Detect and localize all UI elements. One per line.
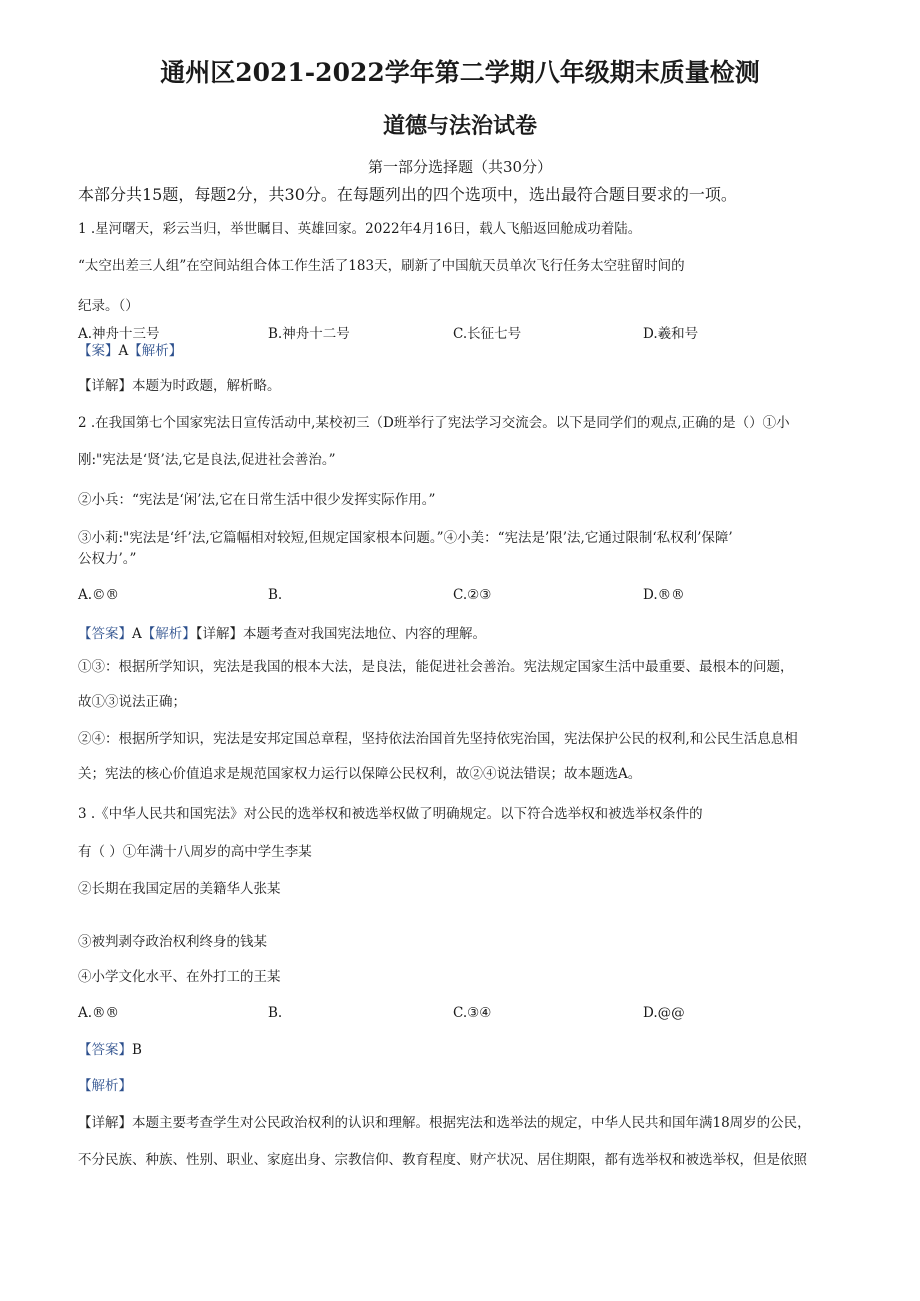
q2-stem-line5: 公权力’。” bbox=[78, 551, 137, 567]
q2-option-d: D.®® bbox=[643, 587, 685, 603]
q3-option-a: A.®® bbox=[78, 1005, 120, 1021]
q2-detail-tag: 【详解】 bbox=[195, 626, 243, 642]
q1-stem-line1: 1 .星河曙天，彩云当归，举世瞩目、英雄回家。2022年4月16日，载人飞船返回舱成功着陆。 bbox=[78, 221, 642, 237]
q3-detail-text1: 本题主要考查学生对公民政治权利的认识和理解。根据宪法和选举法的规定，中华人民共和国年满18周岁的公民， bbox=[132, 1115, 811, 1131]
q3-stem-line4: ③被判剥夺政治权利终身的钱某 bbox=[78, 934, 267, 950]
q1-option-a: A.神舟十三号 bbox=[78, 326, 160, 342]
exam-title: 通州区2021-2022学年第二学期八年级期末质量检测 bbox=[160, 58, 760, 87]
q2-answer-value: A bbox=[132, 626, 142, 642]
q2-analysis-tag: 【解析】 bbox=[141, 626, 196, 642]
q3-analysis-line bbox=[78, 1077, 132, 1095]
q1-answer-line bbox=[78, 342, 182, 360]
q3-answer-line bbox=[78, 1041, 142, 1059]
q3-stem-line5: ④小学文化水平、在外打工的王某 bbox=[78, 969, 281, 985]
q2-stem-line4: ③小莉:"宪法是‘纤’法,它篇幅相对较短,但规定国家根本问题。”④小美：“宪法是’限’法,它通过限制‘私权利’保障’ bbox=[78, 530, 733, 546]
q2-answer-line bbox=[78, 625, 486, 643]
q2-explain-line2: 故①③说法正确； bbox=[78, 694, 186, 710]
q3-analysis-tag: 【解析】 bbox=[78, 1078, 132, 1094]
q2-stem-line1: 2 .在我国第七个国家宪法日宣传活动中,某校初三（D班举行了宪法学习交流会。以下是同学们的观点,正确的是（）①小 bbox=[78, 415, 790, 431]
q3-answer-value: B bbox=[132, 1042, 142, 1058]
q1-detail-text: 本题为时政题，解析略。 bbox=[132, 378, 281, 394]
q1-answer-value: A bbox=[118, 343, 129, 359]
q1-option-d: D.羲和号 bbox=[643, 326, 699, 342]
q2-option-c: C.②③ bbox=[453, 587, 492, 603]
q2-option-a: A.©® bbox=[78, 587, 120, 603]
q1-stem-line2: “太空出差三人组”在空间站组合体工作生活了183天，刷新了中国航天员单次飞行任务太空驻留时间的 bbox=[78, 258, 685, 274]
q3-stem-line1: 3 .《中华人民共和国宪法》对公民的选举权和被选举权做了明确规定。以下符合选举权和被选举权条件的 bbox=[78, 806, 703, 822]
q1-option-b: B.神舟十二号 bbox=[268, 326, 350, 342]
q3-stem-line2: 有（ ）①年满十八周岁的高中学生李某 bbox=[78, 844, 312, 860]
q3-answer-tag: 【答案】 bbox=[78, 1042, 132, 1058]
q1-option-c: C.长征七号 bbox=[453, 326, 522, 342]
q3-detail-line1 bbox=[78, 1114, 811, 1132]
exam-subtitle: 道德与法治试卷 bbox=[382, 113, 537, 139]
q2-detail-text: 本题考查对我国宪法地位、内容的理解。 bbox=[243, 626, 486, 642]
q3-option-d: D.@@ bbox=[643, 1005, 685, 1021]
section-instructions: 本部分共15题，每题2分，共30分。在每题列出的四个选项中，选出最符合题目要求的一项。 bbox=[78, 185, 737, 204]
q2-option-b: B. bbox=[268, 587, 283, 603]
q2-explain-line1: ①③：根据所学知识，宪法是我国的根本大法，是良法，能促进社会善治。宪法规定国家生活中最重要、最根本的问题， bbox=[78, 659, 794, 675]
q1-analysis-tag: 【解析】 bbox=[128, 343, 183, 359]
q1-answer-tag: 【案】 bbox=[78, 343, 119, 359]
q2-stem-line3: ②小兵：“宪法是‘闲’法,它在日常生活中很少发挥实际作用。” bbox=[78, 492, 436, 508]
q1-stem-line3: 纪录。（） bbox=[78, 298, 139, 314]
q3-detail-tag: 【详解】 bbox=[78, 1115, 132, 1131]
section-heading: 第一部分选择题（共30分） bbox=[367, 158, 553, 176]
q3-detail-line2: 不分民族、种族、性别、职业、家庭出身、宗教信仰、教育程度、财产状况、居住期限，都有选举权和被选举权，但是依照 bbox=[78, 1152, 807, 1168]
q2-explain-line4: 关；宪法的核心价值追求是规范国家权力运行以保障公民权利，故②④说法错误；故本题选A。 bbox=[78, 766, 642, 782]
q3-option-c: C.③④ bbox=[453, 1005, 492, 1021]
q1-detail-line bbox=[78, 377, 281, 395]
q1-detail-tag: 【详解】 bbox=[78, 378, 132, 394]
q2-explain-line3: ②④：根据所学知识，宪法是安邦定国总章程，坚持依法治国首先坚持依宪治国，宪法保护公民的权利,和公民生活息息相 bbox=[78, 731, 798, 747]
q3-stem-line3: ②长期在我国定居的美籍华人张某 bbox=[78, 881, 281, 897]
q3-option-b: B. bbox=[268, 1005, 283, 1021]
q2-answer-tag: 【答案】 bbox=[78, 626, 132, 642]
q2-stem-line2: 刚:"宪法是‘贤’法,它是良法,促进社会善治。” bbox=[78, 452, 336, 468]
